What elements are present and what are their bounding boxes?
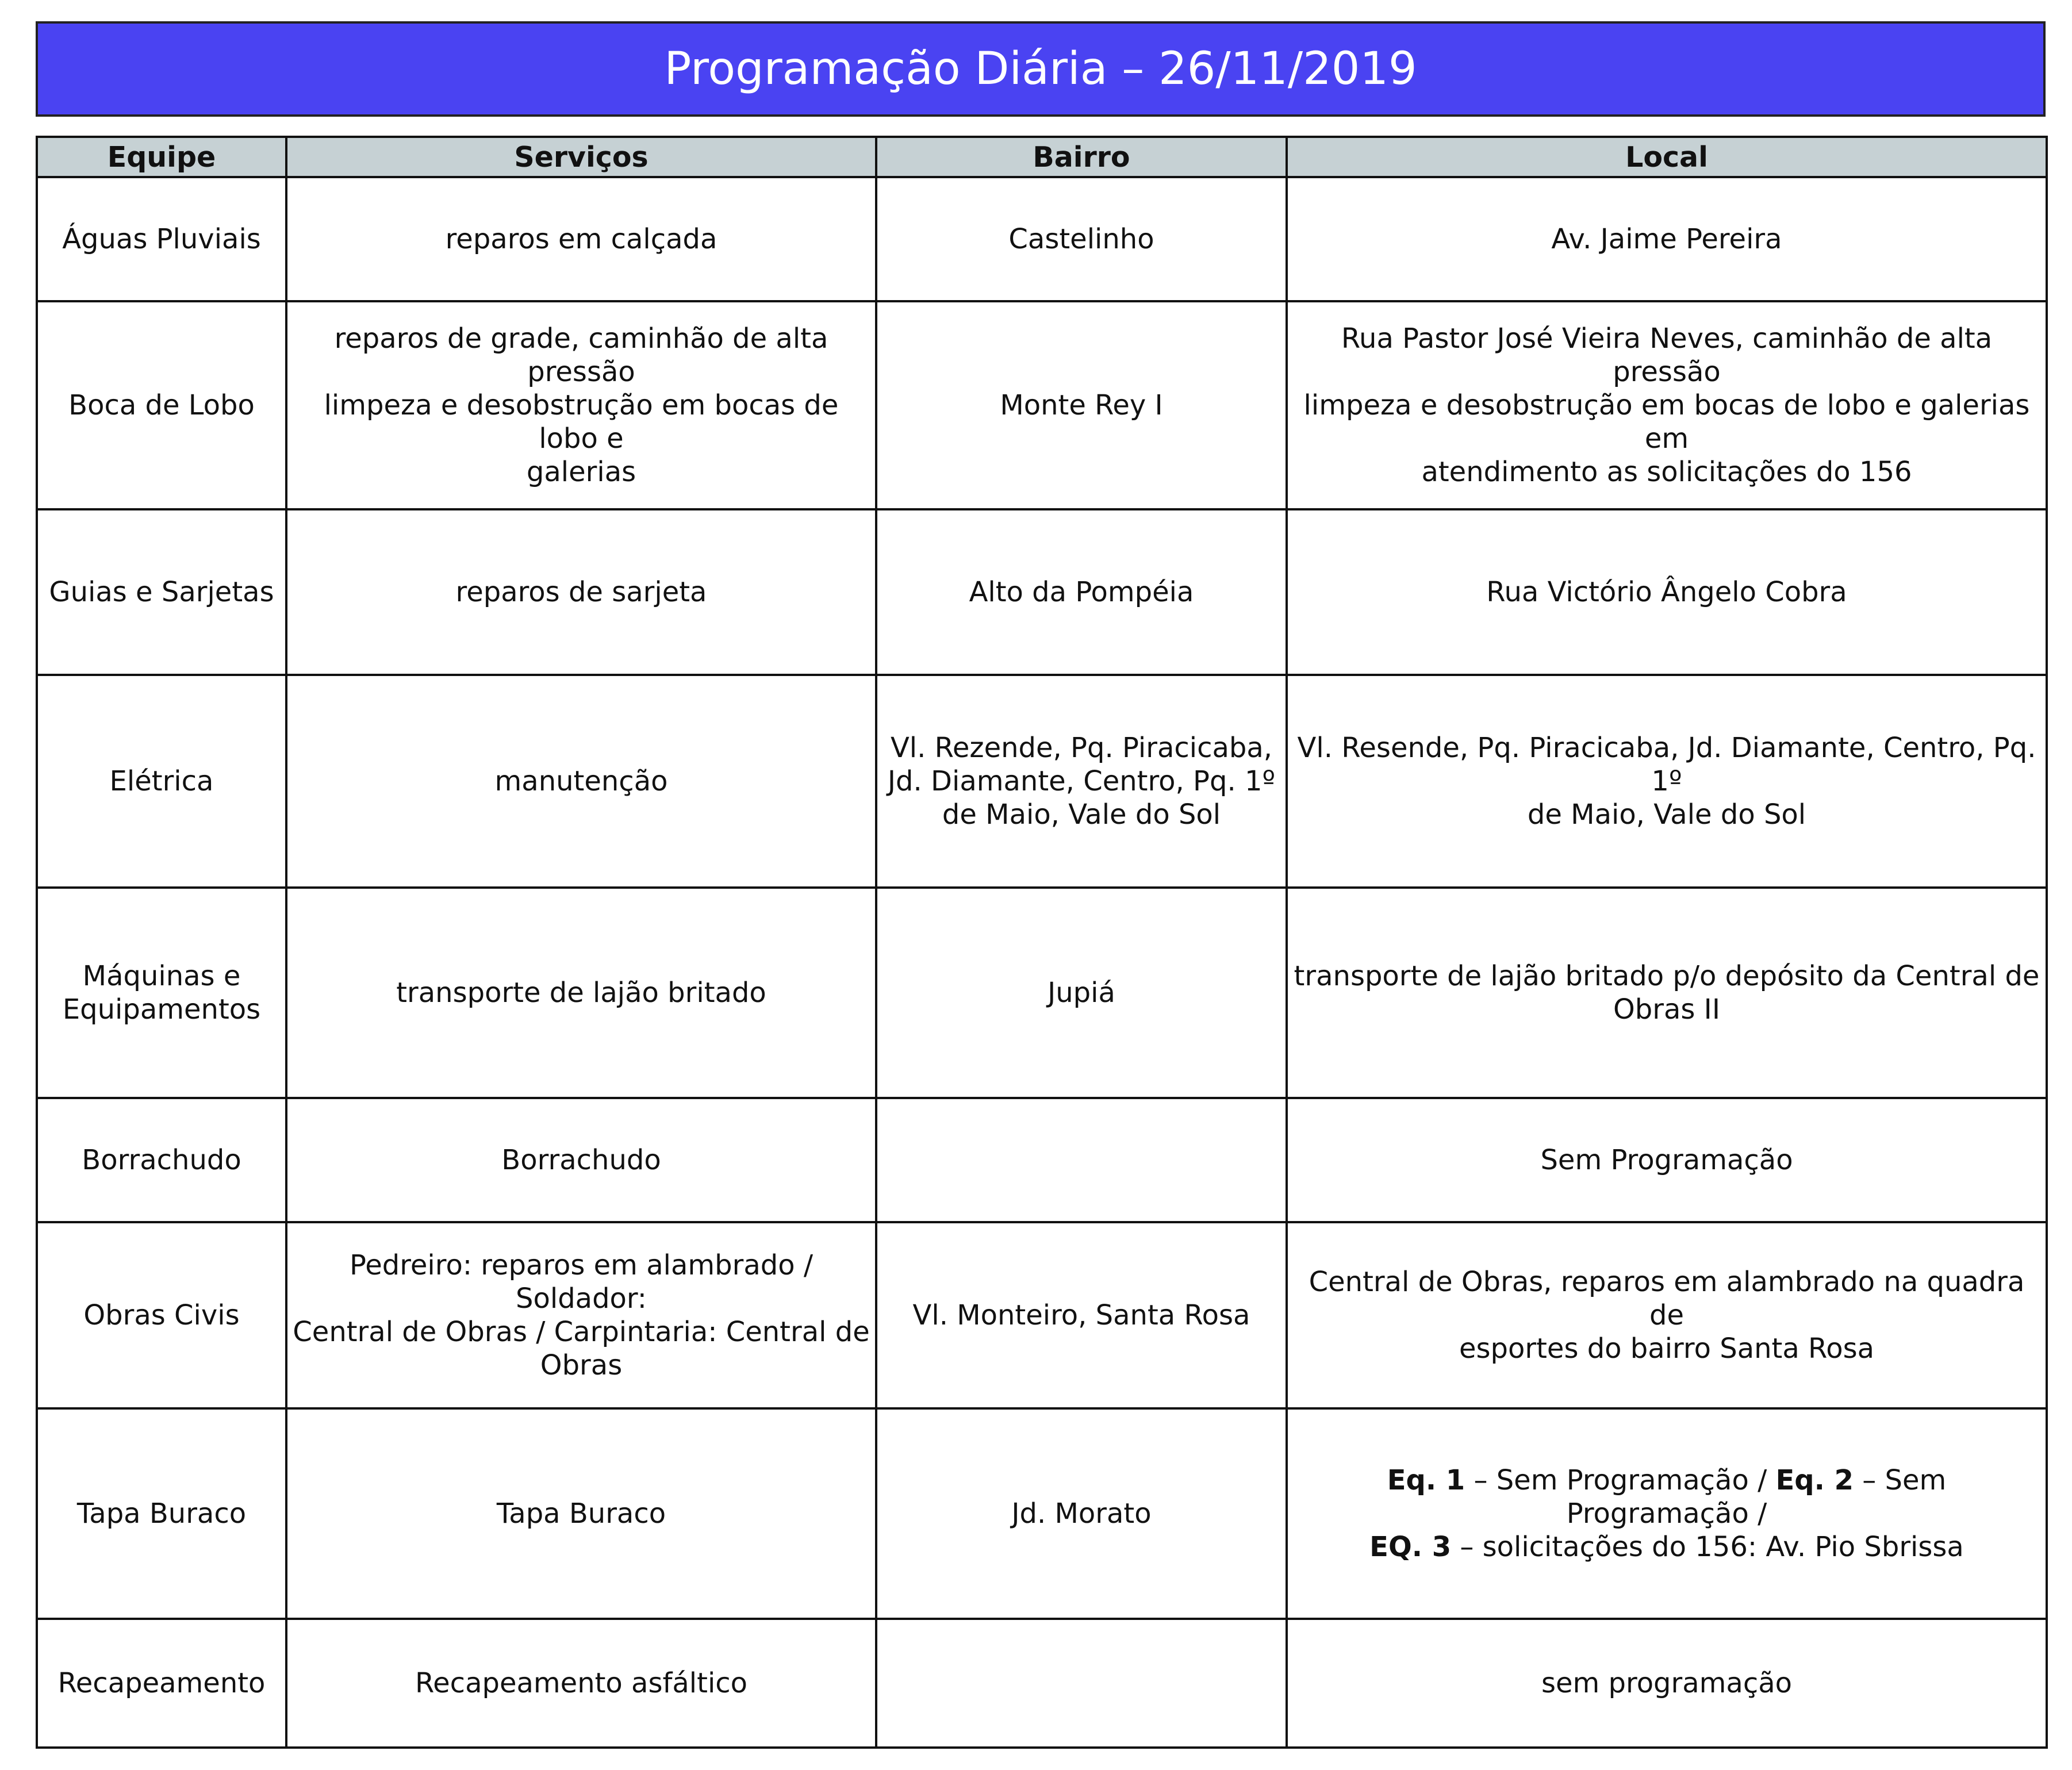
cell-local: Vl. Resende, Pq. Piracicaba, Jd. Diamante, Centro, Pq. 1º de Maio, Vale do Sol xyxy=(1287,675,2047,888)
header-bairro: Bairro xyxy=(876,137,1287,177)
cell-servicos: Borrachudo xyxy=(286,1098,876,1222)
cell-servicos: Recapeamento asfáltico xyxy=(286,1619,876,1748)
schedule-table xyxy=(36,136,2048,1749)
table-row xyxy=(37,675,2047,888)
cell-servicos: Tapa Buraco xyxy=(286,1408,876,1619)
header-servicos: Serviços xyxy=(286,137,876,177)
header-equipe: Equipe xyxy=(37,137,286,177)
cell-equipe: Águas Pluviais xyxy=(37,177,286,301)
cell-servicos: reparos de grade, caminhão de alta pressão limpeza e desobstrução em bocas de lobo e galerias xyxy=(286,301,876,509)
cell-servicos: reparos em calçada xyxy=(286,177,876,301)
cell-equipe: Tapa Buraco xyxy=(37,1408,286,1619)
table-row xyxy=(37,177,2047,301)
cell-bairro: Jupiá xyxy=(876,888,1287,1098)
cell-bairro: Jd. Morato xyxy=(876,1408,1287,1619)
eq3-text: – solicitações do 156: Av. Pio Sbrissa xyxy=(1451,1531,1964,1563)
cell-equipe: Obras Civis xyxy=(37,1222,286,1408)
cell-equipe: Máquinas e Equipamentos xyxy=(37,888,286,1098)
cell-bairro xyxy=(876,1098,1287,1222)
cell-equipe: Elétrica xyxy=(37,675,286,888)
table-row xyxy=(37,1222,2047,1408)
cell-local: Av. Jaime Pereira xyxy=(1287,177,2047,301)
table-row xyxy=(37,1098,2047,1222)
cell-servicos: reparos de sarjeta xyxy=(286,509,876,675)
eq1-label: Eq. 1 xyxy=(1387,1464,1465,1496)
table-row xyxy=(37,509,2047,675)
cell-servicos: Pedreiro: reparos em alambrado / Soldador: Central de Obras / Carpintaria: Central de Obras xyxy=(286,1222,876,1408)
cell-equipe: Guias e Sarjetas xyxy=(37,509,286,675)
cell-equipe: Borrachudo xyxy=(37,1098,286,1222)
cell-local: Central de Obras, reparos em alambrado na quadra de esportes do bairro Santa Rosa xyxy=(1287,1222,2047,1408)
cell-bairro: Vl. Monteiro, Santa Rosa xyxy=(876,1222,1287,1408)
cell-local: Rua Pastor José Vieira Neves, caminhão de alta pressão limpeza e desobstrução em bocas de lobo e galerias em atendimento as solicitações do 156 xyxy=(1287,301,2047,509)
cell-servicos: transporte de lajão britado xyxy=(286,888,876,1098)
eq2-text: – Sem Programação / xyxy=(1566,1464,1947,1530)
header-local: Local xyxy=(1287,137,2047,177)
cell-bairro: Vl. Rezende, Pq. Piracicaba, Jd. Diamante, Centro, Pq. 1º de Maio, Vale do Sol xyxy=(876,675,1287,888)
table-row xyxy=(37,1619,2047,1748)
eq1-text: – Sem Programação / xyxy=(1465,1464,1776,1496)
cell-bairro: Monte Rey I xyxy=(876,301,1287,509)
cell-local: Sem Programação xyxy=(1287,1098,2047,1222)
table-header-row xyxy=(37,137,2047,177)
table-row xyxy=(37,301,2047,509)
table-row xyxy=(37,888,2047,1098)
table-row xyxy=(37,1408,2047,1619)
cell-local xyxy=(1287,1408,2047,1619)
cell-bairro: Alto da Pompéia xyxy=(876,509,1287,675)
cell-equipe: Recapeamento xyxy=(37,1619,286,1748)
cell-local: Rua Victório Ângelo Cobra xyxy=(1287,509,2047,675)
page-title: Programação Diária – 26/11/2019 xyxy=(664,43,1417,95)
eq2-label: Eq. 2 xyxy=(1775,1464,1854,1496)
eq3-label: EQ. 3 xyxy=(1369,1531,1452,1563)
cell-local: sem programação xyxy=(1287,1619,2047,1748)
cell-bairro: Castelinho xyxy=(876,177,1287,301)
cell-local: transporte de lajão britado p/o depósito da Central de Obras II xyxy=(1287,888,2047,1098)
cell-equipe: Boca de Lobo xyxy=(37,301,286,509)
cell-bairro xyxy=(876,1619,1287,1748)
cell-servicos: manutenção xyxy=(286,675,876,888)
page-title-banner xyxy=(36,21,2046,117)
